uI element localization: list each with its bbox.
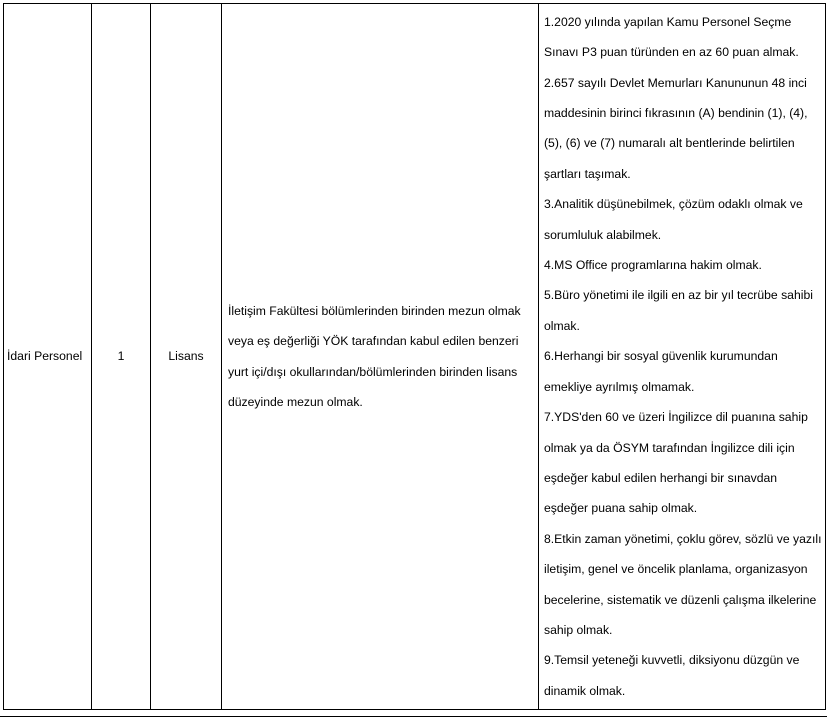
education-text: İletişim Fakültesi bölümlerinden birinden mezun olmak veya eş değerliği YÖK tarafından kabul edilen benzeri yurt içi/dışı okullarından/bölümlerinden birinden lisans düzeyinde mezun olmak. [228, 303, 521, 409]
requirement-item: 7.YDS'den 60 ve üzeri İngilizce dil puanına sahip olmak ya da ÖSYM tarafından İngilizce dili için eşdeğer kabul edilen herhangi bir sınavdan eşdeğer puana sahip olmak. [544, 410, 808, 516]
requirement-item: 9.Temsil yeteneği kuvvetli, diksiyonu düzgün ve dinamik olmak. [544, 653, 800, 698]
table-row [4, 4, 826, 710]
requirement-item: 2.657 sayılı Devlet Memurları Kanununun 48 inci maddesinin birinci fıkrasının (A) bendinin (1), (4), (5), (6) ve (7) numaralı alt bentlerinde belirtilen şartları taşımak. [544, 75, 808, 181]
requirements-list [544, 7, 823, 706]
bottom-divider [0, 716, 827, 717]
education-cell [222, 4, 539, 710]
position-cell: İdari Personel [4, 4, 92, 710]
job-requirements-table [3, 3, 826, 710]
degree-cell: Lisans [151, 4, 222, 710]
requirement-item: 3.Analitik düşünebilmek, çözüm odaklı olmak ve sorumluluk alabilmek. [544, 197, 803, 242]
requirement-item: 1.2020 yılında yapılan Kamu Personel Seçme Sınavı P3 puan türünden en az 60 puan almak. [544, 14, 799, 60]
requirement-item: 6.Herhangi bir sosyal güvenlik kurumundan emekliye ayrılmış olmamak. [544, 349, 778, 394]
requirement-item: 8.Etkin zaman yönetimi, çoklu görev, sözlü ve yazılı iletişim, genel ve öncelik planlama, organizasyon becelerine, sistematik ve düzenli çalışma ilkelerine sahip olmak. [544, 531, 822, 637]
requirements-cell [539, 4, 826, 710]
requirement-item: 5.Büro yönetimi ile ilgili en az bir yıl tecrübe sahibi olmak. [544, 288, 813, 333]
requirement-item: 4.MS Office programlarına hakim olmak. [544, 258, 762, 273]
count-cell: 1 [92, 4, 151, 710]
